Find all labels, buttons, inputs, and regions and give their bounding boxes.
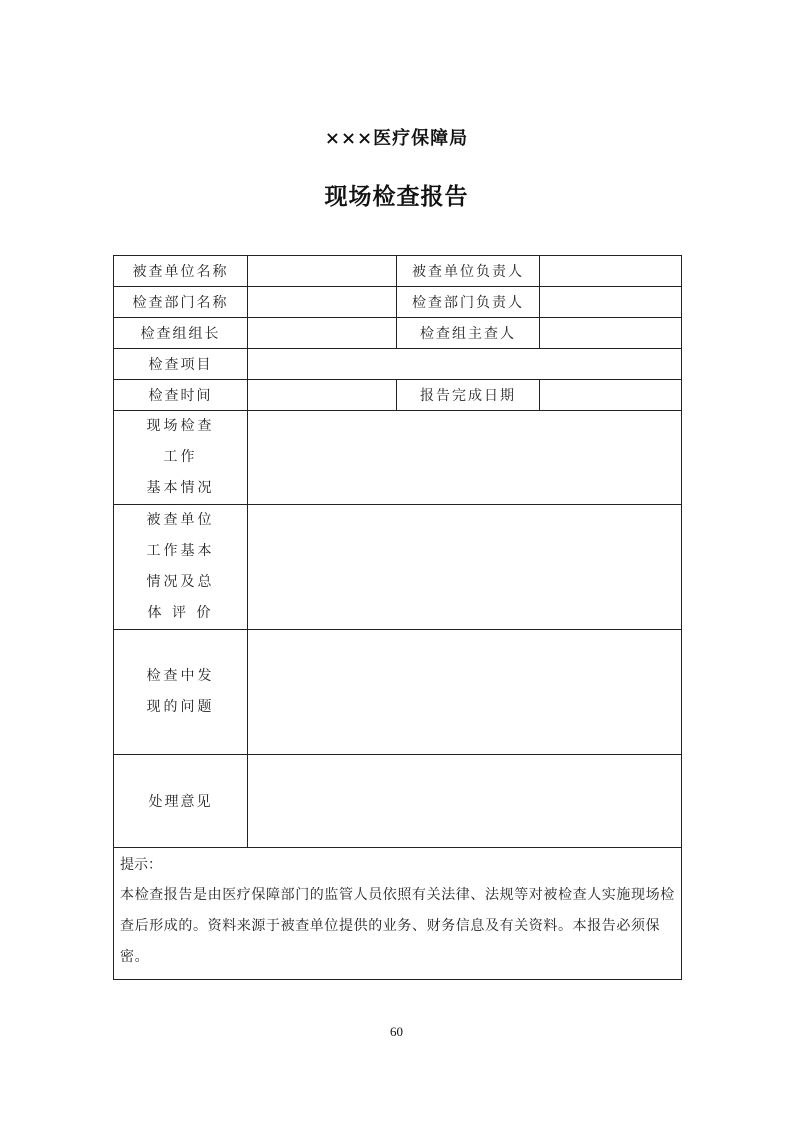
table-row [114,318,682,349]
inspection-dept-name-field[interactable] [248,287,397,318]
label-line: 工作 [163,449,198,465]
label-line: 情况及总 [146,574,215,590]
report-completion-date-field[interactable] [540,380,682,411]
unit-overall-evaluation-label [114,505,248,630]
inspection-item-field[interactable] [248,349,682,380]
inspected-unit-head-label: 被查单位负责人 [397,256,540,287]
table-row [114,630,682,755]
notes-body: 本检查报告是由医疗保障部门的监管人员依照有关法律、法规等对被检查人实施现场检查后形成的。资料来源于被查单位提供的业务、财务信息及有关资料。本报告必须保密。 [120,887,675,965]
table-row [114,848,682,980]
report-completion-date-label: 报告完成日期 [397,380,540,411]
team-leader-field[interactable] [248,318,397,349]
onsite-work-summary-label [114,411,248,505]
inspection-time-label: 检查时间 [114,380,248,411]
onsite-work-summary-field[interactable] [248,411,682,505]
label-line: 工作基本 [146,543,215,559]
inspection-dept-name-label: 检查部门名称 [114,287,248,318]
table-row [114,349,682,380]
handling-opinion-label: 处理意见 [114,755,248,848]
agency-title: ×××医疗保障局 [324,128,469,149]
label-line: 检查中发 [146,668,215,684]
inspected-unit-name-field[interactable] [248,256,397,287]
table-row [114,287,682,318]
label-line: 现场检查 [146,418,215,434]
inspection-dept-head-field[interactable] [540,287,682,318]
inspection-dept-head-label: 检查部门负责人 [397,287,540,318]
inspection-report-form [113,255,682,980]
table-row [114,256,682,287]
inspection-item-label: 检查项目 [114,349,248,380]
notes-cell [114,848,682,980]
label-line: 被查单位 [146,512,215,528]
team-leader-label: 检查组组长 [114,318,248,349]
report-title: 现场检查报告 [324,183,469,210]
table-row [114,411,682,505]
table-row [114,505,682,630]
label-line: 体 评 价 [147,605,214,621]
inspected-unit-head-field[interactable] [540,256,682,287]
notes-heading: 提示： [120,857,162,873]
team-lead-inspector-field[interactable] [540,318,682,349]
inspected-unit-name-label: 被查单位名称 [114,256,248,287]
inspection-time-field[interactable] [248,380,397,411]
unit-overall-evaluation-field[interactable] [248,505,682,630]
issues-found-label [114,630,248,755]
page-number: 60 [390,1024,403,1039]
issues-found-field[interactable] [248,630,682,755]
label-line: 基本情况 [146,480,215,496]
table-row [114,755,682,848]
label-line: 现的问题 [146,699,215,715]
handling-opinion-field[interactable] [248,755,682,848]
table-row [114,380,682,411]
team-lead-inspector-label: 检查组主查人 [397,318,540,349]
